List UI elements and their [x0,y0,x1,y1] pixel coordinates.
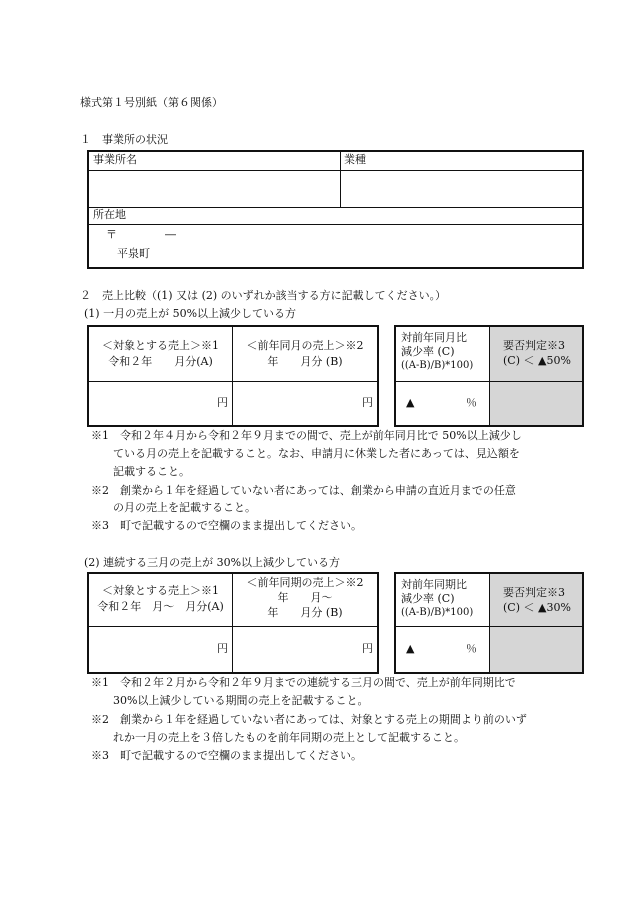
town-name: 平泉町 [117,247,150,260]
part2-col-b-period-end: 年 月分 (B) [267,606,343,619]
part1-sales-b-field[interactable] [235,383,375,423]
part2-note-1: ※1 令和２年２月から令和２年９月までの連続する三月の間で、売上が前年同期比で [91,676,516,689]
part2-col-a-title: ＜対象とする売上＞※1 [102,584,219,597]
part2-yen-b: 円 [362,642,373,655]
part1-ratio-label: 減少率 (C) [401,345,455,358]
part1-judge-field [492,383,580,423]
part2-ratio-table [394,572,584,674]
part2-percent: ％ [466,642,477,655]
part2-col-b-period-start: 年 月～ [277,591,333,604]
part2-triangle: ▲ [406,642,415,655]
address-field[interactable] [91,226,580,267]
part1-note-6: ※3 町で記載するので空欄のまま提出してください。 [91,519,362,532]
industry-field[interactable] [342,172,580,205]
part1-ratio-field[interactable] [398,383,488,423]
part2-ratio-formula: ((A-B)/B)*100) [401,607,474,618]
part1-col-b-title: ＜前年同月の売上＞※2 [246,339,364,352]
section1-heading: １ 事業所の状況 [80,133,168,146]
part2-sales-b-field[interactable] [235,628,375,670]
part1-heading: (1) 一月の売上が 50%以上減少している方 [84,307,297,320]
part2-sales-a-field[interactable] [91,628,230,670]
part2-col-a-period: 令和２年 月～ 月分(A) [97,600,224,613]
part2-judge-field [492,628,580,670]
part1-triangle: ▲ [406,396,415,409]
postal-mark: 〒 [106,228,117,241]
postal-dash: ― [165,228,176,241]
part2-col-b-title: ＜前年同期の売上＞※2 [246,576,364,589]
part1-judge-title: 要否判定※3 [503,339,565,352]
part1-percent: ％ [466,396,477,409]
part2-ratio-label: 減少率 (C) [401,592,455,605]
part2-judge-condition: (C) ＜ ▲30% [503,601,571,614]
part1-note-3: 記載すること。 [91,465,190,478]
business-name-label: 事業所名 [93,153,137,166]
address-label: 所在地 [93,208,126,221]
form-title: 様式第１号別紙（第６関係） [80,96,223,109]
part2-note-2: 30%以上減少している期間の売上を記載すること。 [91,694,369,707]
business-status-table [87,150,584,269]
part2-note-5: ※3 町で記載するので空欄のまま提出してください。 [91,749,362,762]
part1-sales-a-field[interactable] [91,383,230,423]
part2-yen-a: 円 [217,642,228,655]
part2-heading: (2) 連続する三月の売上が 30%以上減少している方 [84,556,341,569]
part1-ratio-table [394,325,584,427]
part2-note-4: れか一月の売上を３倍したものを前年同期の売上として記載すること。 [91,731,465,744]
section2-heading: ２ 売上比較（(1) 又は (2) のいずれか該当する方に記載してください。） [80,289,447,302]
part1-col-b-period: 年 月分 (B) [267,355,343,368]
part2-ratio-title: 対前年同期比 [401,578,467,591]
part1-col-a-period: 令和２年 月分(A) [108,355,213,368]
part1-yen-a: 円 [217,396,228,409]
part1-sales-table [87,325,379,427]
part1-note-5: の月の売上を記載すること。 [91,501,256,514]
part1-judge-condition: (C) ＜ ▲50% [503,354,571,367]
business-name-field[interactable] [91,172,338,205]
part2-judge-title: 要否判定※3 [503,586,565,599]
part2-ratio-field[interactable] [398,628,488,670]
part2-sales-table [87,572,379,674]
part1-note-4: ※2 創業から１年を経過していない者にあっては、創業から申請の直近月までの任意 [91,484,516,497]
part1-ratio-title: 対前年同月比 [401,331,467,344]
part1-col-a-title: ＜対象とする売上＞※1 [102,339,219,352]
part1-note-1: ※1 令和２年４月から令和２年９月までの間で、売上が前年同月比で 50%以上減少し [91,429,522,442]
part2-note-3: ※2 創業から１年を経過していない者にあっては、対象とする売上の期間より前のいず [91,713,527,726]
industry-label: 業種 [344,153,366,166]
part1-note-2: ている月の売上を記載すること。なお、申請月に休業した者にあっては、見込額を [91,447,520,460]
part1-yen-b: 円 [362,396,373,409]
part1-ratio-formula: ((A-B)/B)*100) [401,360,474,371]
